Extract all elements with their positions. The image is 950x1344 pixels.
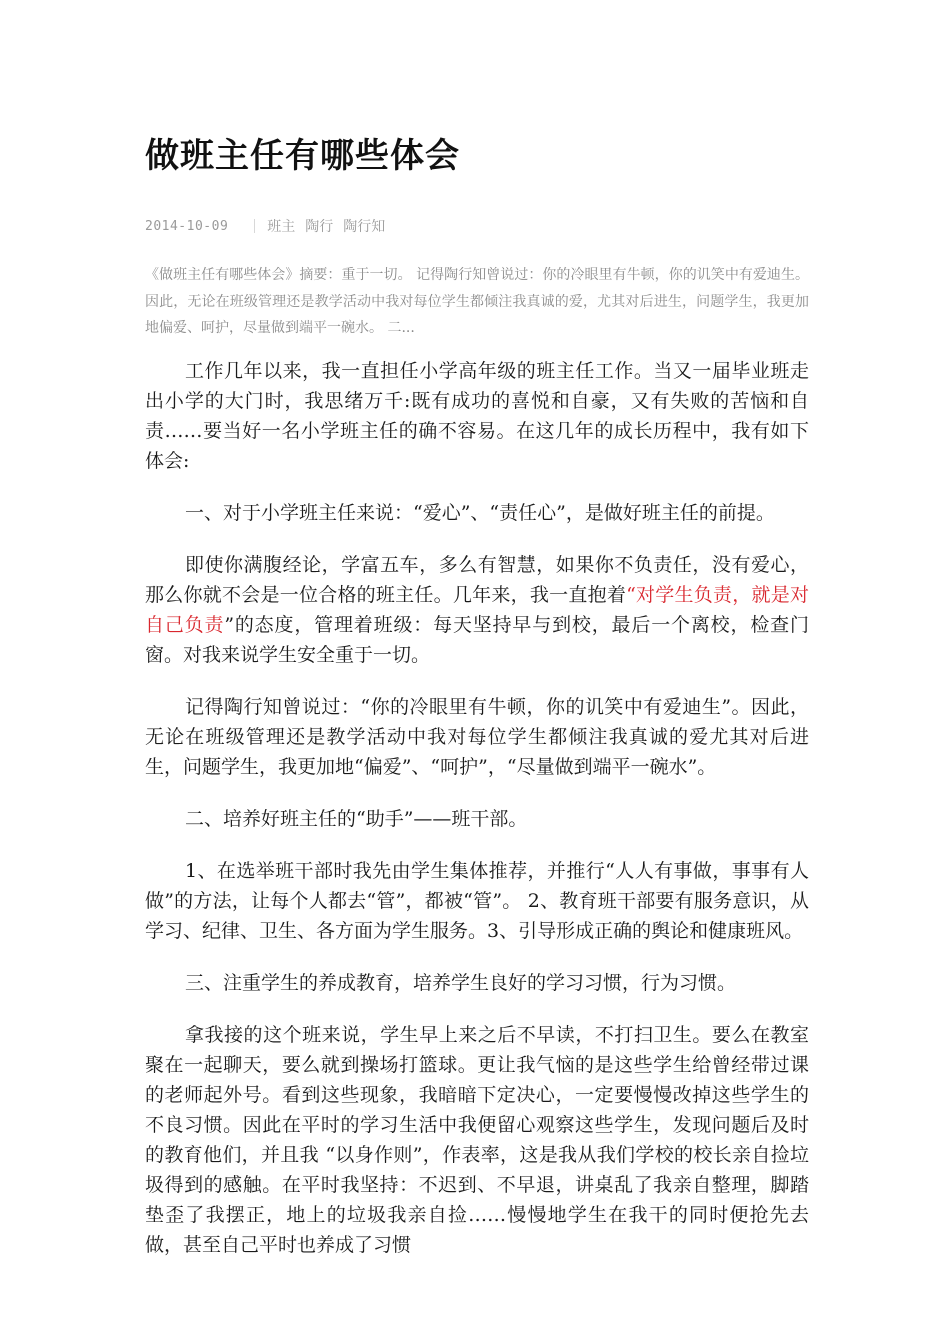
publish-date: 2014-10-09 xyxy=(145,218,229,234)
section-heading: 二、培养好班主任的“助手”——班干部。 xyxy=(185,808,528,830)
article-body xyxy=(145,356,809,1282)
paragraph: 一、对于小学班主任来说：“爱心”、“责任心”，是做好班主任的前提。 xyxy=(185,502,775,524)
tag-link[interactable]: 陶行 xyxy=(305,219,334,235)
paragraph: 1、在选举班干部时我先由学生集体推荐，并推行“人人有事做，事事有人做”的方法，让每个人都去“管”，都被“管”。 2、教育班干部要有服务意识，从学习、纪律、卫生、各方面为学生服务。3、引导形成正确的舆论和健康班风。 xyxy=(145,860,809,942)
article-meta xyxy=(145,216,395,236)
paragraph-text: 即使你满腹经论，学富五车，多么有智慧，如果你不负责任，没有爱心，那么你就不会是一位合格的班主任。几年来，我一直抱着 xyxy=(145,554,809,606)
paragraph: 记得陶行知曾说过：“你的冷眼里有牛顿，你的讥笑中有爱迪生”。因此，无论在班级管理还是教学活动中我对每位学生都倾注我真诚的爱尤其对后进生，问题学生，我更加地“偏爱”、“呵护”，“尽量做到端平一碗水”。 xyxy=(145,696,809,778)
tag-link[interactable]: 班主 xyxy=(267,219,296,235)
tag-link[interactable]: 陶行知 xyxy=(343,219,386,235)
paragraph: 工作几年以来，我一直担任小学高年级的班主任工作。当又一届毕业班走出小学的大门时，我思绪万千:既有成功的喜悦和自豪，又有失败的苦恼和自责……要当好一名小学班主任的确不容易。在这几年的成长历程中，我有如下体会: xyxy=(145,360,809,472)
article-summary: 《做班主任有哪些体会》摘要：重于一切。 记得陶行知曾说过：你的冷眼里有牛顿，你的讥笑中有爱迪生。因此，无论在班级管理还是教学活动中我对每位学生都倾注我真诚的爱，尤其对后进生，问题学生，我更加地偏爱、呵护，尽量做到端平一碗水。 二... xyxy=(145,267,809,336)
article-title: 做班主任有哪些体会 xyxy=(145,136,460,176)
paragraph: 拿我接的这个班来说，学生早上来之后不早读，不打扫卫生。要么在教室聚在一起聊天，要么就到操场打篮球。更让我气恼的是这些学生给曾经带过课的老师起外号。看到这些现象，我暗暗下定决心，一定要慢慢改掉这些学生的不良习惯。因此在平时的学习生活中我便留心观察这些学生，发现问题后及时的教育他们，并且我 “以身作则”，作表率，这是我从我们学校的校长亲自捡垃圾得到的感触。在平时我坚持：不迟到、不早退，讲桌乱了我亲自整理，脚踏垫歪了我摆正，地上的垃圾我亲自捡……慢慢地学生在我干的同时便抢先去做，甚至自己平时也养成了习惯 xyxy=(145,1024,809,1256)
paragraph-text: ”的态度，管理着班级：每天坚持早与到校，最后一个离校，检查门窗。对我来说学生安全重于一切。 xyxy=(145,614,809,666)
highlight-text: “对学生负责，就是对自己负责 xyxy=(145,584,809,636)
paragraph xyxy=(145,550,809,670)
section-heading: 三、注重学生的养成教育，培养学生良好的学习习惯，行为习惯。 xyxy=(185,972,737,994)
meta-divider xyxy=(254,219,255,233)
